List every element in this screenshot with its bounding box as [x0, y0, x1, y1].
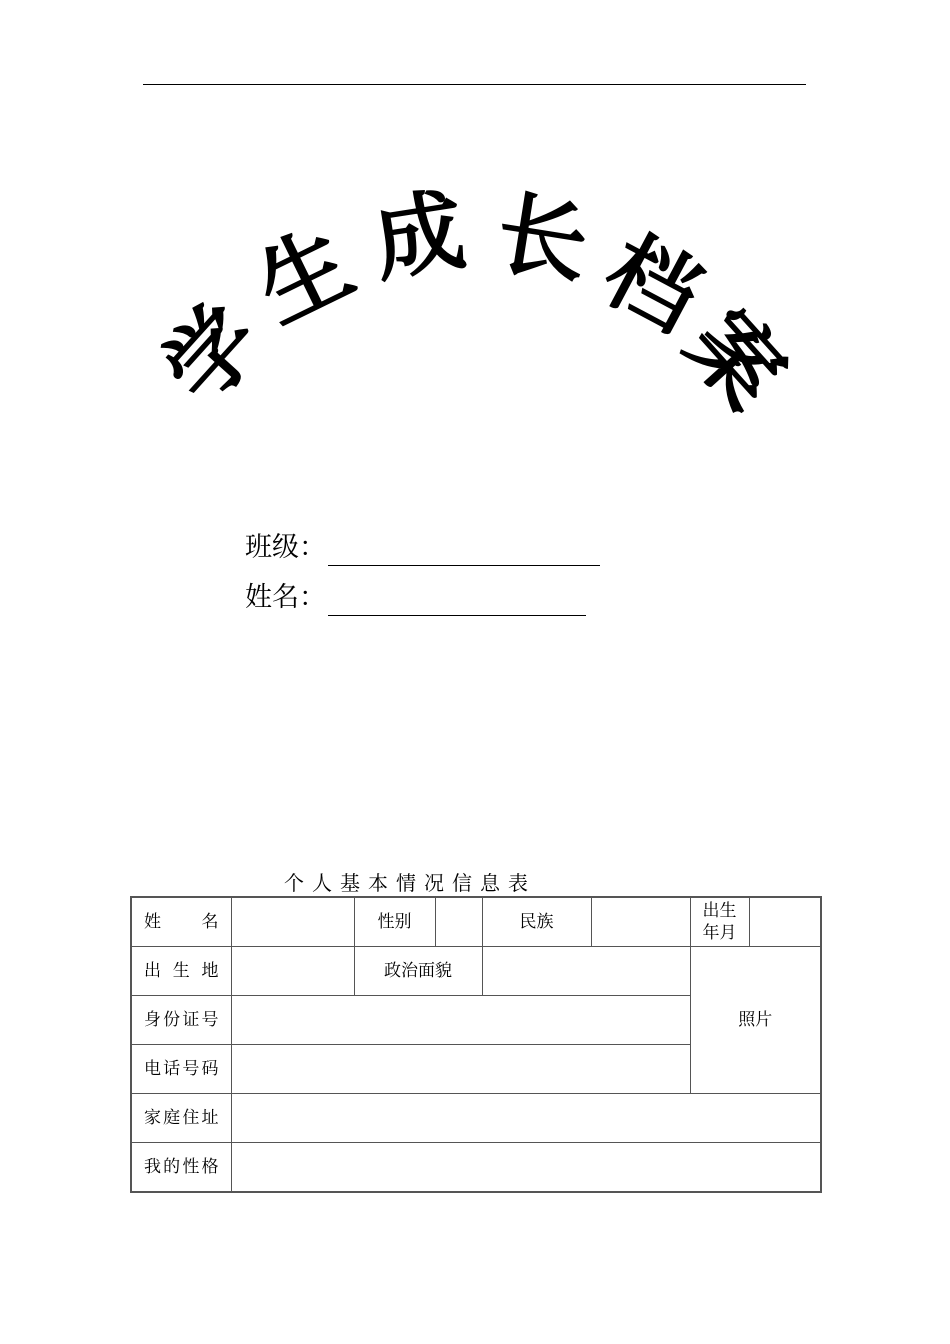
name-label: 姓名： — [245, 582, 326, 613]
title-char: 学 — [143, 286, 282, 424]
name-input-line[interactable] — [328, 585, 586, 616]
personality-label-cell: 我的性格 — [131, 1143, 231, 1192]
political-label-cell: 政治面貌 — [354, 946, 482, 995]
title-char: 生 — [241, 209, 369, 344]
birth-label-cell: 出生年月 — [690, 897, 749, 946]
personality-value-cell[interactable] — [231, 1143, 821, 1192]
address-label-cell: 家庭住址 — [131, 1094, 231, 1143]
gender-value-cell[interactable] — [435, 897, 482, 946]
title-char: 成 — [366, 177, 472, 296]
title-char: 案 — [666, 291, 805, 429]
phone-label-cell: 电话号码 — [131, 1044, 231, 1093]
birth-value-cell[interactable] — [749, 897, 821, 946]
id-number-label-cell: 身份证号 — [131, 995, 231, 1044]
class-input-line[interactable] — [328, 535, 600, 566]
birthplace-value-cell[interactable] — [231, 946, 354, 995]
phone-value-cell[interactable] — [231, 1044, 690, 1093]
ethnicity-value-cell[interactable] — [591, 897, 690, 946]
header-rule — [143, 84, 806, 85]
table-title: 个人基本情况信息表 — [284, 871, 536, 895]
name-field — [245, 580, 586, 616]
class-field — [245, 530, 600, 566]
title-char: 档 — [587, 217, 717, 353]
ethnicity-label-cell: 民族 — [482, 897, 591, 946]
address-value-cell[interactable] — [231, 1094, 821, 1143]
id-number-value-cell[interactable] — [231, 995, 690, 1044]
political-value-cell[interactable] — [482, 946, 690, 995]
birthplace-label-cell: 出 生 地 — [131, 946, 231, 995]
photo-cell[interactable]: 照片 — [690, 946, 821, 1093]
class-label: 班级： — [245, 532, 326, 563]
gender-label-cell: 性别 — [354, 897, 435, 946]
personal-info-table — [130, 896, 822, 1193]
name-label-cell: 姓 名 — [131, 897, 231, 946]
title-char: 长 — [489, 180, 595, 299]
name-value-cell[interactable] — [231, 897, 354, 946]
